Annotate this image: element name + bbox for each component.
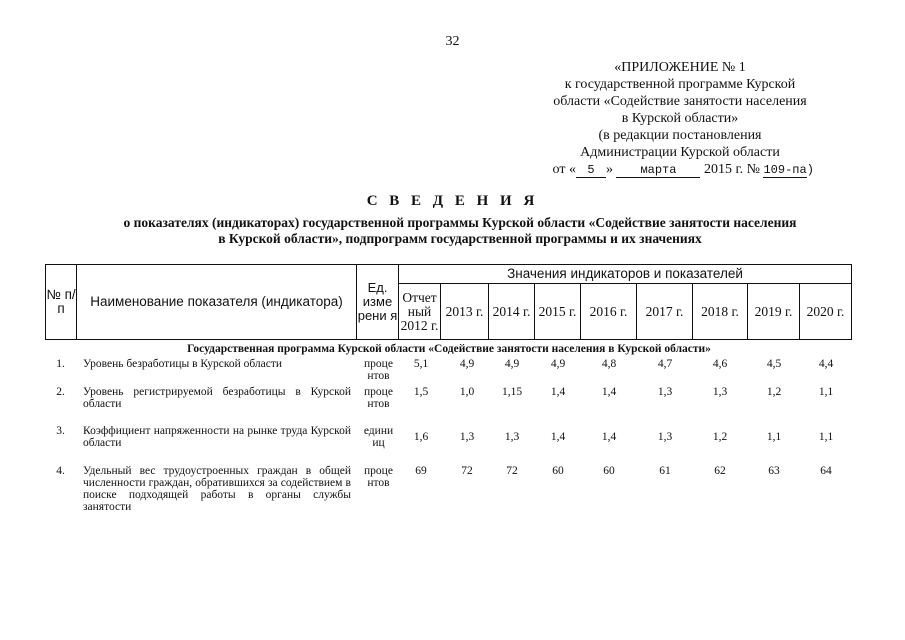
row-unit: проце нтов xyxy=(364,465,393,489)
appendix-line: (в редакции постановления xyxy=(598,128,762,143)
date-year: 2015 г. № xyxy=(703,162,760,177)
value-2014: 1,3 xyxy=(504,431,520,443)
document-title: С В Е Д Е Н И Я xyxy=(366,193,539,209)
value-2012: 5,1 xyxy=(413,358,429,370)
value-2020: 1,1 xyxy=(818,386,834,398)
value-2017: 4,7 xyxy=(657,358,673,370)
value-2014: 4,9 xyxy=(504,358,520,370)
header-name: Наименование показателя (индикатора) xyxy=(77,265,357,340)
header-values: Значения индикаторов и показателей xyxy=(399,265,852,284)
appendix-line: Администрации Курской области xyxy=(580,145,780,160)
row-number: 1. xyxy=(56,358,65,370)
row-name: Уровень регистрируемой безработицы в Курской области xyxy=(83,386,351,410)
value-2012: 69 xyxy=(415,465,427,477)
value-2014: 72 xyxy=(506,465,518,477)
value-2012: 1,5 xyxy=(413,386,429,398)
subtitle-line: в Курской области», подпрограмм государственной программы и их значениях xyxy=(218,231,702,246)
appendix-line: в Курской области» xyxy=(621,111,739,126)
row-name: Коэффициент напряженности на рынке труда Курской области xyxy=(83,425,351,449)
doc-number: 109-па) xyxy=(763,163,814,177)
year-2017: 2017 г. xyxy=(637,284,693,340)
value-2020: 1,1 xyxy=(818,431,834,443)
header-unit: Ед. изме рени я xyxy=(357,265,399,340)
row-number: 2. xyxy=(56,386,65,398)
appendix-line: к государственной программе Курской xyxy=(564,77,796,92)
value-2020: 64 xyxy=(820,465,832,477)
value-2013: 72 xyxy=(461,465,473,477)
indicators-table-header xyxy=(45,264,852,340)
year-2020: 2020 г. xyxy=(800,284,852,340)
value-2015: 60 xyxy=(552,465,564,477)
value-2016: 1,4 xyxy=(601,386,617,398)
year-2019: 2019 г. xyxy=(748,284,800,340)
table-row xyxy=(45,358,853,382)
document-subtitle xyxy=(50,215,870,247)
header-num: № п/п xyxy=(46,265,77,340)
program-title: Государственная программа Курской области «Содействие занятости населения в Курской области» xyxy=(187,343,711,355)
row-unit: проце нтов xyxy=(364,358,393,382)
value-2013: 1,0 xyxy=(459,386,475,398)
page-number: 32 xyxy=(445,34,460,49)
value-2020: 4,4 xyxy=(818,358,834,370)
year-2018: 2018 г. xyxy=(693,284,748,340)
row-unit: едини иц xyxy=(363,425,394,449)
year-2016: 2016 г. xyxy=(581,284,637,340)
row-name: Удельный вес трудоустроенных граждан в общей численности граждан, обратившихся за содействием в поиске подходящей работы в органы службы занятости xyxy=(83,465,351,513)
value-2013: 4,9 xyxy=(459,358,475,370)
year-2013: 2013 г. xyxy=(441,284,489,340)
date-month: марта xyxy=(616,164,700,178)
value-2018: 62 xyxy=(714,465,726,477)
row-name: Уровень безработицы в Курской области xyxy=(83,358,283,370)
value-2017: 1,3 xyxy=(657,431,673,443)
value-2015: 1,4 xyxy=(550,386,566,398)
value-2012: 1,6 xyxy=(413,431,429,443)
appendix-line: области «Содействие занятости населения xyxy=(553,94,807,109)
row-number: 3. xyxy=(56,425,65,437)
value-2019: 63 xyxy=(768,465,780,477)
value-2018: 1,2 xyxy=(712,431,728,443)
subtitle-line: о показателях (индикаторах) государственной программы Курской области «Содействие занятости населения xyxy=(123,215,797,230)
table-row xyxy=(45,425,853,453)
value-2018: 1,3 xyxy=(712,386,728,398)
row-unit: проце нтов xyxy=(364,386,393,410)
appendix-line: «ПРИЛОЖЕНИЕ № 1 xyxy=(614,60,746,75)
appendix-header xyxy=(530,59,830,178)
value-2016: 1,4 xyxy=(601,431,617,443)
value-2017: 61 xyxy=(659,465,671,477)
value-2015: 1,4 xyxy=(550,431,566,443)
value-2016: 4,8 xyxy=(601,358,617,370)
value-2013: 1,3 xyxy=(459,431,475,443)
value-2019: 1,1 xyxy=(766,431,782,443)
year-2014: 2014 г. xyxy=(489,284,535,340)
date-mid: » xyxy=(605,162,613,177)
table-row xyxy=(45,386,853,412)
value-2019: 4,5 xyxy=(766,358,782,370)
appendix-date-line xyxy=(530,161,830,178)
value-2018: 4,6 xyxy=(712,358,728,370)
value-2016: 60 xyxy=(603,465,615,477)
value-2019: 1,2 xyxy=(766,386,782,398)
year-2012: Отчет ный 2012 г. xyxy=(399,284,441,340)
date-prefix: от « xyxy=(552,162,576,177)
date-day: 5 xyxy=(576,164,606,178)
year-2015: 2015 г. xyxy=(535,284,581,340)
row-number: 4. xyxy=(56,465,65,477)
value-2014: 1,15 xyxy=(501,386,523,398)
value-2017: 1,3 xyxy=(657,386,673,398)
value-2015: 4,9 xyxy=(550,358,566,370)
table-row xyxy=(45,465,853,523)
